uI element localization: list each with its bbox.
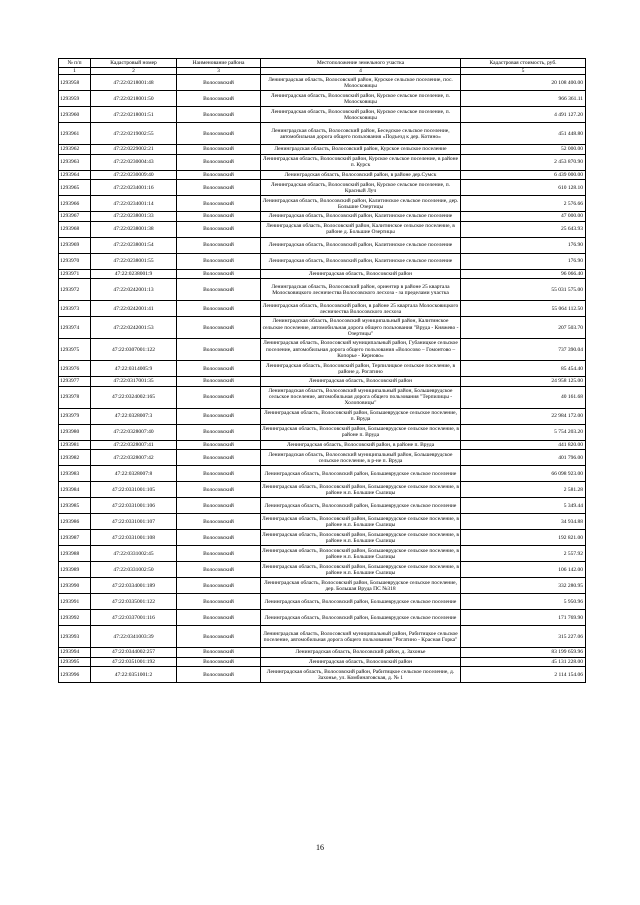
parcel-location: Ленинградская область, Волосовский район, в районе п. Вруда (261, 440, 461, 450)
district-name: Волосовский (177, 498, 261, 514)
cadastral-cost: 6 439 000.00 (461, 170, 586, 180)
cadastral-cost: 47 000.00 (461, 212, 586, 222)
parcel-location: Ленинградская область, Волосовский район, в районе 25 квартала Молосковицкого лесничества Волосовского лесхоза (261, 301, 461, 317)
table-row (59, 123, 586, 145)
parcel-location: Ленинградская область, Волосовский муниципальный район, Большеврудское сельское поселение, в р-не п. Вруда (261, 450, 461, 466)
table-row (59, 450, 586, 466)
cadastral-number: 47:22:0328007:40 (91, 424, 177, 440)
cadastral-cost: 332 280.95 (461, 578, 586, 594)
row-number: 1293975 (59, 339, 91, 361)
cadastral-cost: 34 934.88 (461, 514, 586, 530)
cadastral-number: 47:22:0218001:48 (91, 75, 177, 91)
district-name: Волосовский (177, 317, 261, 339)
row-number: 1293979 (59, 408, 91, 424)
table-row (59, 546, 586, 562)
cadastral-number: 47:22:0328007:42 (91, 450, 177, 466)
cadastral-cost: 176.90 (461, 253, 586, 269)
row-number: 1293967 (59, 212, 91, 222)
parcel-location: Ленинградская область, Волосовский район, Большеврудское сельское поселение (261, 594, 461, 610)
parcel-location: Ленинградская область, Волосовский район, Терпилицкое сельское поселение, в районе д. Рогатино (261, 361, 461, 377)
cadastral-number: 47:22:0238001:9 (91, 269, 177, 279)
cadastral-number: 47:22:0230009:40 (91, 170, 177, 180)
cadastral-number: 47:22:0331001:108 (91, 530, 177, 546)
cadastral-cost: 2 581.28 (461, 482, 586, 498)
cadastral-number: 47:22:0314005:9 (91, 361, 177, 377)
parcel-location: Ленинградская область, Волосовский район, Беседское сельское поселение, автомобильная дорога общего пользования «Подъезд к дер. Котино» (261, 123, 461, 145)
cadastral-number: 47:22:0317001:35 (91, 377, 177, 387)
table-row (59, 424, 586, 440)
table-row (59, 317, 586, 339)
district-name: Волосовский (177, 269, 261, 279)
row-number: 1293986 (59, 514, 91, 530)
column-index: 5 (461, 68, 586, 75)
district-name: Волосовский (177, 578, 261, 594)
district-name: Волосовский (177, 440, 261, 450)
district-name: Волосовский (177, 279, 261, 301)
district-name: Волосовский (177, 339, 261, 361)
district-name: Волосовский (177, 657, 261, 667)
cadastral-cost: 171 769.90 (461, 610, 586, 626)
cadastral-number: 47:22:0238001:54 (91, 237, 177, 253)
district-name: Волосовский (177, 450, 261, 466)
cadastral-cost: 2 114 154.06 (461, 667, 586, 683)
district-name: Волосовский (177, 91, 261, 107)
row-number: 1293993 (59, 626, 91, 648)
cadastral-cost: 737 390.04 (461, 339, 586, 361)
parcel-location: Ленинградская область, Волосовский район, Большеврудское сельское поселение, в районе н.п. Большие Сылицы (262, 483, 459, 496)
row-number: 1293995 (59, 657, 91, 667)
table-row (59, 91, 586, 107)
district-name: Волосовский (177, 221, 261, 237)
table-row (59, 667, 586, 683)
parcel-location: Ленинградская область, Волосовский район, Рабитицкое сельское поселение, д. Захонье, ул. Комбинатовская, д. № 1 (261, 667, 461, 683)
table-row (59, 648, 586, 658)
cadastral-cost: 45 131 228.00 (461, 657, 586, 667)
parcel-location: Ленинградская область, Волосовский муниципальный район, Большеврудское сельское поселение, автомобильная дорога общего пользования "Терпилицы - Холоповицы" (261, 386, 461, 408)
cadastral-number: 47:22:0307001:122 (91, 339, 177, 361)
district-name: Волосовский (177, 667, 261, 683)
parcel-location: Ленинградская область, Волосовский район, Калитинское сельское поселение (261, 212, 461, 222)
row-number: 1293962 (59, 145, 91, 155)
parcel-location: Ленинградская область, Волосовский район, Калитинское сельское поселение, дер. Большие Озертицы (261, 196, 461, 212)
table-row (59, 75, 586, 91)
cadastral-number: 47:22:0242001:53 (91, 317, 177, 339)
district-name: Волосовский (177, 107, 261, 123)
cadastral-number: 47:22:0229002:21 (91, 145, 177, 155)
cadastral-number: 47:22:0351001:192 (91, 657, 177, 667)
table-row (59, 339, 586, 361)
row-number: 1293982 (59, 450, 91, 466)
header-district: Наименование района (177, 59, 261, 68)
cadastral-number: 47:22:0218001:51 (91, 107, 177, 123)
cadastral-cost: 106 142.00 (461, 562, 586, 578)
district-name: Волосовский (177, 424, 261, 440)
cadastral-number: 47:22:0331001:106 (91, 498, 177, 514)
table-row (59, 498, 586, 514)
cadastral-cost: 85 454.40 (461, 361, 586, 377)
row-number: 1293972 (59, 279, 91, 301)
parcel-location: Ленинградская область, Волосовский район, Курское сельское поселение, п. Молосковицы (261, 91, 461, 107)
parcel-location: Ленинградская область, Волосовский муниципальный район, Калитинское сельское поселение, автомобильная дорога общего пользования "Вруда - Княжево - Озертицы" (261, 317, 461, 339)
parcel-location: Ленинградская область, Волосовский район, Большеврудское сельское поселение, в районе н.п. Большие Сылицы (262, 563, 459, 576)
table-row (59, 610, 586, 626)
cadastral-number: 47:22:0238001:38 (91, 221, 177, 237)
cadastral-cost: 22 984 172.00 (461, 408, 586, 424)
district-name: Волосовский (177, 196, 261, 212)
cadastral-number: 47:22:0331002:45 (91, 546, 177, 562)
table-row (59, 482, 586, 498)
district-name: Волосовский (177, 386, 261, 408)
cadastral-number: 47:22:0331001:107 (91, 514, 177, 530)
cadastral-cost: 192 821.00 (461, 530, 586, 546)
row-number: 1293973 (59, 301, 91, 317)
table-row (59, 440, 586, 450)
cadastral-number: 47:22:0331001:105 (91, 482, 177, 498)
cadastral-number: 47:22:0234001:14 (91, 196, 177, 212)
row-number: 1293968 (59, 221, 91, 237)
header-cadastral-number: Кадастровый номер (91, 59, 177, 68)
table-row (59, 626, 586, 648)
row-number: 1293981 (59, 440, 91, 450)
table-row (59, 170, 586, 180)
header-number: № п/п (59, 59, 91, 68)
row-number: 1293970 (59, 253, 91, 269)
parcel-location: Ленинградская область, Волосовский район, в районе дер.Сумск (261, 170, 461, 180)
row-number: 1293977 (59, 377, 91, 387)
row-number: 1293992 (59, 610, 91, 626)
parcel-location: Ленинградская область, Волосовский район, ориентир в районе 25 квартала Молосковицкого лесничества Волосовского лесхоза - за пределами участка (261, 279, 461, 301)
district-name: Волосовский (177, 180, 261, 196)
district-name: Волосовский (177, 466, 261, 482)
cadastral-cost: 610 128.10 (461, 180, 586, 196)
parcel-location: Ленинградская область, Волосовский район, Курское сельское поселение (261, 145, 461, 155)
cadastral-cost: 55 031 575.00 (461, 279, 586, 301)
row-number: 1293966 (59, 196, 91, 212)
table-row (59, 279, 586, 301)
cadastral-number: 47:22:0331002:50 (91, 562, 177, 578)
cadastral-number: 47:22:0238001:55 (91, 253, 177, 269)
parcel-location: Ленинградская область, Волосовский район, Курское сельское поселение, п. Красный Луч (261, 180, 461, 196)
table-row (59, 408, 586, 424)
district-name: Волосовский (177, 123, 261, 145)
cadastral-cost: 2 453 870.90 (461, 154, 586, 170)
row-number: 1293980 (59, 424, 91, 440)
header-cadastral-cost: Кадастровая стоимость, руб. (461, 59, 586, 68)
cadastral-number: 47:22:0219002:55 (91, 123, 177, 145)
parcel-location: Ленинградская область, Волосовский район, Большеврудское сельское поселение, в районе н.п. Большие Сылицы (262, 547, 459, 560)
cadastral-number: 47:22:0328007:8 (91, 466, 177, 482)
row-number: 1293961 (59, 123, 91, 145)
cadastral-cost: 2 576.66 (461, 196, 586, 212)
table-row (59, 657, 586, 667)
row-number: 1293991 (59, 594, 91, 610)
column-index-row (59, 68, 586, 75)
table-row (59, 212, 586, 222)
cadastral-number: 47:22:0335001:122 (91, 594, 177, 610)
cadastral-number: 47:22:0334001:189 (91, 578, 177, 594)
table-row (59, 253, 586, 269)
district-name: Волосовский (177, 377, 261, 387)
district-name: Волосовский (177, 514, 261, 530)
cadastral-cost: 25 643.93 (461, 221, 586, 237)
district-name: Волосовский (177, 648, 261, 658)
cadastral-cost: 401 796.00 (461, 450, 586, 466)
district-name: Волосовский (177, 237, 261, 253)
cadastral-cost: 5 349.44 (461, 498, 586, 514)
table-row (59, 221, 586, 237)
table-row (59, 466, 586, 482)
parcel-location: Ленинградская область, Волосовский район, Курское сельское поселение, п. Молосковицы (261, 107, 461, 123)
cadastral-number: 47:22:0230004:43 (91, 154, 177, 170)
cadastral-cost: 966 361.11 (461, 91, 586, 107)
cadastral-number: 47:22:0242001:41 (91, 301, 177, 317)
parcel-location: Ленинградская область, Волосовский район, Калитинское сельское поселение, в районе д. Большие Озертицы (261, 221, 461, 237)
row-number: 1293985 (59, 498, 91, 514)
row-number: 1293984 (59, 482, 91, 498)
table-row (59, 107, 586, 123)
parcel-location: Ленинградская область, Волосовский муниципальный район, Рабитицкое сельское поселение, автомобильная дорога общего пользования "Рогатино - Красная Горка" (261, 626, 461, 648)
district-name: Волосовский (177, 212, 261, 222)
cadastral-number: 47:22:0242001:13 (91, 279, 177, 301)
cadastral-cost: 4 491 127.20 (461, 107, 586, 123)
table-row (59, 377, 586, 387)
cadastral-number: 47:22:0328007:41 (91, 440, 177, 450)
cadastral-cost: 5 754 203.20 (461, 424, 586, 440)
cadastral-cost: 24 958 125.00 (461, 377, 586, 387)
row-number: 1293996 (59, 667, 91, 683)
cadastral-cost: 207 503.70 (461, 317, 586, 339)
parcel-location: Ленинградская область, Волосовский район, Курское сельское поселение, пос. Молосковицы (261, 75, 461, 91)
header-location: Местоположение земельного участка (261, 59, 461, 68)
cadastral-number: 47:22:0344002:257 (91, 648, 177, 658)
cadastral-cost: 40 161.68 (461, 386, 586, 408)
row-number: 1293978 (59, 386, 91, 408)
cadastral-cost: 315 227.06 (461, 626, 586, 648)
row-number: 1293976 (59, 361, 91, 377)
cadastral-number: 47:22:0324002:165 (91, 386, 177, 408)
document-page (58, 58, 585, 683)
table-row (59, 514, 586, 530)
cadastral-cost: 83 199 659.96 (461, 648, 586, 658)
district-name: Волосовский (177, 610, 261, 626)
table-row (59, 269, 586, 279)
table-row (59, 562, 586, 578)
district-name: Волосовский (177, 594, 261, 610)
parcel-location: Ленинградская область, Волосовский район, Большеврудское сельское поселение, в районе н.п. Большие Сылицы (262, 531, 459, 544)
parcel-location: Ленинградская область, Волосовский район, Большеврудское сельское поселение (261, 498, 461, 514)
district-name: Волосовский (177, 75, 261, 91)
cadastral-number: 47:22:0351001:2 (91, 667, 177, 683)
parcel-location: Ленинградская область, Волосовский район, Большеврудское сельское поселение, в районе н.п. Большие Сылицы (262, 515, 459, 528)
parcel-location: Ленинградская область, Волосовский муниципальный район, Губаницкое сельское поселение, автомобильная дорога общего пользования «Волосово – Гомонтово – Копорье - Керново» (261, 339, 461, 361)
table-row (59, 594, 586, 610)
cadastral-cost: 20 108 400.00 (461, 75, 586, 91)
district-name: Волосовский (177, 145, 261, 155)
cadastral-cost: 52 000.00 (461, 145, 586, 155)
district-name: Волосовский (177, 626, 261, 648)
district-name: Волосовский (177, 530, 261, 546)
parcel-location: Ленинградская область, Волосовский район, Большеврудское сельское поселение, дер. Большая Вруда ПС №318 (261, 578, 461, 594)
table-row (59, 578, 586, 594)
row-number: 1293960 (59, 107, 91, 123)
cadastral-number: 47:22:0234001:16 (91, 180, 177, 196)
row-number: 1293974 (59, 317, 91, 339)
district-name: Волосовский (177, 562, 261, 578)
table-row (59, 361, 586, 377)
table-header-row (59, 59, 586, 68)
page-number: 16 (316, 843, 324, 852)
row-number: 1293958 (59, 75, 91, 91)
cadastral-cost: 176.90 (461, 237, 586, 253)
parcel-location: Ленинградская область, Волосовский район, Курское сельское поселение, в районе п. Курск (261, 154, 461, 170)
parcel-location: Ленинградская область, Волосовский район, д. Захонье (261, 648, 461, 658)
table-body (59, 59, 586, 683)
table-row (59, 386, 586, 408)
cadastral-number: 47:22:0238001:33 (91, 212, 177, 222)
cadastral-cost: 2 557.92 (461, 546, 586, 562)
cadastral-value-table (58, 58, 586, 683)
column-index: 4 (261, 68, 461, 75)
district-name: Волосовский (177, 170, 261, 180)
row-number: 1293994 (59, 648, 91, 658)
row-number: 1293987 (59, 530, 91, 546)
parcel-location: Ленинградская область, Волосовский район, Большеврудское сельское поселение (261, 610, 461, 626)
row-number: 1293965 (59, 180, 91, 196)
cadastral-number: 47:22:0337001:116 (91, 610, 177, 626)
cadastral-cost: 5 950.96 (461, 594, 586, 610)
parcel-location: Ленинградская область, Волосовский район, Калитинское сельское поселение (261, 253, 461, 269)
cadastral-number: 47:22:0341003:39 (91, 626, 177, 648)
cadastral-cost: 451 448.80 (461, 123, 586, 145)
cadastral-cost: 441 820.00 (461, 440, 586, 450)
district-name: Волосовский (177, 482, 261, 498)
parcel-location: Ленинградская область, Волосовский район (261, 269, 461, 279)
district-name: Волосовский (177, 154, 261, 170)
district-name: Волосовский (177, 253, 261, 269)
row-number: 1293989 (59, 562, 91, 578)
table-row (59, 154, 586, 170)
cadastral-cost: 96 066.40 (461, 269, 586, 279)
cadastral-number: 47:22:0328007:3 (91, 408, 177, 424)
table-row (59, 237, 586, 253)
column-index: 2 (91, 68, 177, 75)
row-number: 1293971 (59, 269, 91, 279)
table-row (59, 530, 586, 546)
row-number: 1293988 (59, 546, 91, 562)
parcel-location: Ленинградская область, Волосовский район (261, 657, 461, 667)
cadastral-number: 47:22:0218001:50 (91, 91, 177, 107)
table-row (59, 145, 586, 155)
table-row (59, 180, 586, 196)
parcel-location: Ленинградская область, Волосовский район, Большеврудское сельское поселение, в районе п. Вруда (262, 426, 459, 439)
parcel-location: Ленинградская область, Волосовский район, Большеврудское сельское поселение (261, 466, 461, 482)
row-number: 1293963 (59, 154, 91, 170)
parcel-location: Ленинградская область, Волосовский район, Большеврудское сельское поселение, п. Вруда (261, 408, 461, 424)
district-name: Волосовский (177, 408, 261, 424)
row-number: 1293969 (59, 237, 91, 253)
cadastral-cost: 66 098 923.00 (461, 466, 586, 482)
row-number: 1293959 (59, 91, 91, 107)
column-index: 1 (59, 68, 91, 75)
row-number: 1293990 (59, 578, 91, 594)
district-name: Волосовский (177, 361, 261, 377)
row-number: 1293964 (59, 170, 91, 180)
column-index: 3 (177, 68, 261, 75)
district-name: Волосовский (177, 301, 261, 317)
parcel-location: Ленинградская область, Волосовский район (261, 377, 461, 387)
table-row (59, 196, 586, 212)
table-row (59, 301, 586, 317)
parcel-location: Ленинградская область, Волосовский район, Калитинское сельское поселение (261, 237, 461, 253)
cadastral-cost: 55 064 112.50 (461, 301, 586, 317)
row-number: 1293983 (59, 466, 91, 482)
district-name: Волосовский (177, 546, 261, 562)
